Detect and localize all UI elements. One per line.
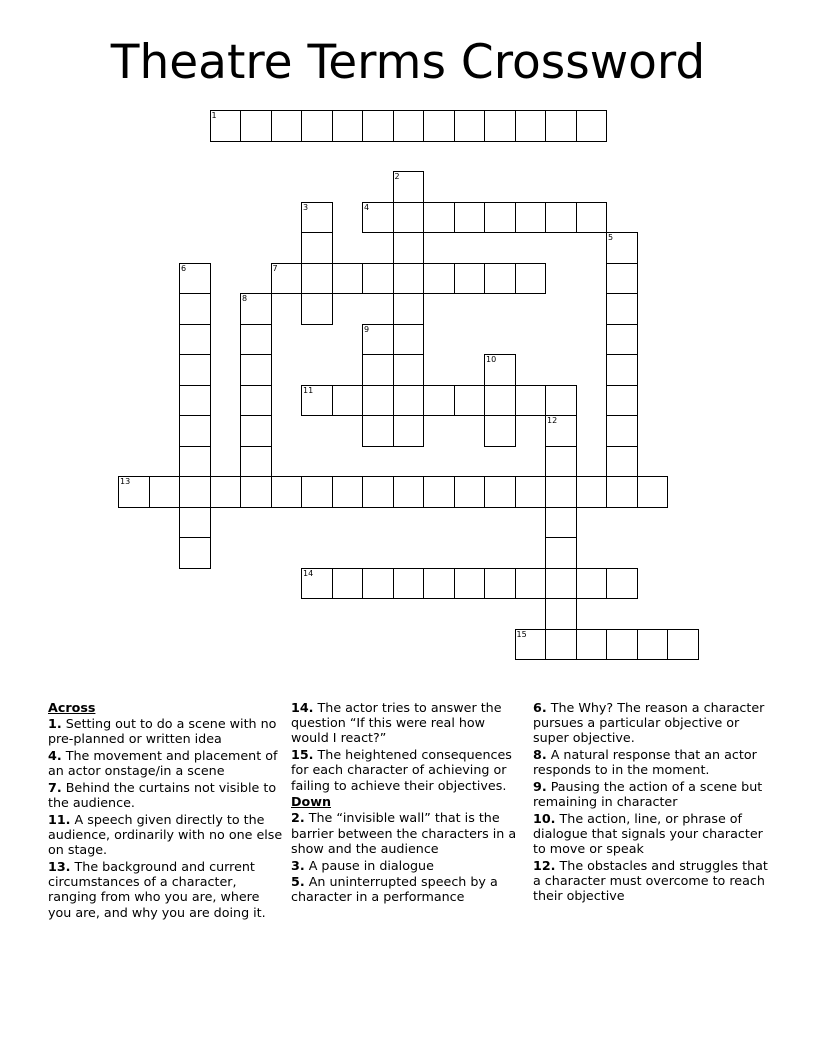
grid-cell[interactable] — [240, 110, 271, 142]
grid-cell[interactable] — [545, 385, 577, 416]
grid-cell[interactable] — [393, 202, 424, 233]
grid-cell[interactable] — [545, 537, 577, 568]
clue-text: A speech given directly to the audience, ordinarily with no one else on stage. — [48, 811, 283, 858]
grid-cell[interactable] — [362, 415, 393, 447]
grid-cell[interactable] — [423, 110, 454, 142]
clue-text: The actor tries to answer the question “If this were real how would I react?” — [291, 700, 502, 746]
grid-cell[interactable] — [515, 629, 546, 661]
clue-number-label: 11 — [303, 385, 314, 395]
grid-cell[interactable] — [393, 385, 424, 416]
grid-cell[interactable] — [454, 110, 485, 142]
clue-number-label: 13 — [120, 477, 131, 486]
grid-cell[interactable] — [484, 385, 515, 416]
clue-text: Setting out to do a scene with no pre-planned or written idea — [48, 716, 277, 747]
grid-cell[interactable] — [423, 385, 454, 417]
grid-cell[interactable] — [362, 385, 393, 416]
grid-cell[interactable] — [454, 263, 485, 295]
grid-cell[interactable] — [545, 507, 577, 538]
grid-cell[interactable] — [515, 110, 546, 142]
grid-cell[interactable] — [545, 568, 576, 599]
grid-cell[interactable] — [301, 293, 333, 325]
grid-cell[interactable] — [545, 110, 576, 142]
grid-cell[interactable] — [240, 476, 271, 508]
grid-cell[interactable] — [545, 598, 577, 629]
clue-number: 12. — [533, 858, 556, 874]
grid-cell[interactable] — [362, 568, 393, 600]
clue-text: A natural response that an actor responds to in the moment. — [533, 747, 757, 778]
grid-cell[interactable] — [606, 629, 637, 661]
clue-number: 6. — [533, 700, 547, 715]
clue-down-6 — [533, 700, 768, 746]
clue-down-9 — [533, 779, 768, 809]
clue-number-label: 7 — [272, 263, 278, 273]
clue-text: The obstacles and struggles that a character must overcome to reach their objective — [533, 858, 768, 904]
grid-cell[interactable] — [332, 110, 363, 142]
grid-cell[interactable] — [362, 324, 393, 355]
clue-text: The “invisible wall” that is the barrier between the characters in a show and the audience — [291, 810, 517, 856]
clue-number-label: 2 — [394, 172, 400, 181]
clue-down-8 — [533, 747, 768, 777]
clue-down-3 — [291, 858, 526, 873]
grid-cell[interactable] — [271, 476, 302, 508]
clue-number-label: 15 — [516, 629, 527, 639]
grid-cell[interactable] — [576, 568, 607, 600]
grid-cell[interactable] — [393, 232, 425, 263]
down-heading: Down — [291, 794, 332, 810]
clue-number-label: 8 — [242, 294, 248, 303]
grid-cell[interactable] — [606, 263, 638, 294]
grid-cell[interactable] — [545, 629, 576, 661]
clue-text: The action, line, or phrase of dialogue that signals your character to move or speak — [533, 810, 763, 857]
clues-column-1 — [48, 700, 283, 921]
clue-number-label: 4 — [364, 202, 370, 212]
grid-cell[interactable] — [393, 293, 425, 324]
clue-text: The heightened consequences for each character of achieving or failing to achieve their objectives. — [291, 747, 512, 793]
clue-number: 7. — [48, 780, 62, 796]
grid-cell[interactable] — [606, 385, 638, 416]
clue-text: The movement and placement of an actor onstage/in a scene — [48, 748, 278, 779]
grid-cell[interactable] — [515, 385, 546, 417]
grid-cell[interactable] — [362, 263, 393, 295]
clue-text: Pausing the action of a scene but remaining in character — [533, 779, 763, 810]
grid-cell[interactable] — [271, 110, 302, 142]
clue-number: 13. — [48, 859, 71, 875]
page-title: Theatre Terms Crossword — [110, 35, 706, 90]
grid-cell[interactable] — [393, 324, 425, 355]
grid-cell[interactable] — [210, 476, 241, 508]
grid-cell[interactable] — [423, 476, 454, 508]
grid-cell[interactable] — [240, 293, 272, 324]
grid-cell[interactable] — [240, 354, 272, 385]
grid-cell[interactable] — [423, 202, 454, 234]
grid-cell[interactable] — [362, 202, 393, 234]
grid-cell[interactable] — [179, 476, 210, 507]
clue-across-15 — [291, 747, 526, 793]
clue-text: The background and current circumstances of a character, ranging from who you are, where you are, and why you are doing it. — [48, 859, 266, 920]
clue-number-label: 12 — [547, 416, 558, 425]
grid-cell[interactable] — [606, 293, 638, 324]
grid-cell[interactable] — [332, 263, 363, 295]
grid-cell[interactable] — [301, 110, 332, 142]
clue-number-label: 6 — [181, 263, 187, 273]
grid-cell[interactable] — [301, 232, 333, 263]
clue-across-14 — [291, 700, 526, 746]
clue-number-label: 10 — [486, 355, 497, 364]
grid-cell[interactable] — [545, 446, 577, 477]
grid-cell[interactable] — [454, 202, 485, 234]
clue-text: Behind the curtains not visible to the audience. — [48, 780, 277, 811]
grid-cell[interactable] — [179, 324, 211, 355]
grid-cell[interactable] — [332, 476, 363, 508]
grid-cell[interactable] — [362, 354, 393, 385]
clue-across-13 — [48, 859, 283, 920]
grid-cell[interactable] — [240, 324, 272, 355]
clue-number: 4. — [48, 748, 62, 764]
grid-cell[interactable] — [515, 568, 546, 600]
clue-number-label: 5 — [608, 233, 614, 242]
clue-across-4 — [48, 748, 283, 778]
grid-cell[interactable] — [240, 415, 272, 446]
grid-cell[interactable] — [423, 263, 454, 295]
grid-cell[interactable] — [240, 446, 272, 477]
grid-cell[interactable] — [179, 385, 211, 416]
clue-down-5 — [291, 874, 526, 904]
grid-cell[interactable] — [484, 263, 515, 295]
grid-cell[interactable] — [667, 629, 699, 661]
grid-cell[interactable] — [393, 354, 425, 385]
grid-cell[interactable] — [301, 385, 332, 417]
grid-cell[interactable] — [606, 568, 638, 600]
grid-cell[interactable] — [515, 202, 546, 234]
grid-cell[interactable] — [484, 476, 515, 508]
grid-cell[interactable] — [423, 568, 454, 600]
grid-cell[interactable] — [393, 568, 424, 600]
clues-column-2 — [291, 700, 526, 906]
clue-number: 9. — [533, 779, 547, 795]
grid-cell[interactable] — [576, 629, 607, 661]
grid-cell[interactable] — [637, 476, 669, 508]
clue-down-10 — [533, 811, 768, 857]
clue-number-label: 14 — [303, 568, 314, 578]
grid-cell[interactable] — [454, 568, 485, 600]
grid-cell[interactable] — [240, 385, 272, 416]
grid-cell[interactable] — [545, 476, 576, 507]
clue-across-7 — [48, 780, 283, 810]
clue-number: 14. — [291, 700, 314, 715]
grid-cell[interactable] — [606, 232, 638, 263]
grid-cell[interactable] — [484, 202, 515, 234]
grid-cell[interactable] — [362, 110, 393, 142]
clue-text: A pause in dialogue — [308, 857, 434, 873]
clue-number-label: 1 — [211, 111, 217, 120]
clue-number: 15. — [291, 747, 314, 763]
grid-cell[interactable] — [393, 110, 424, 142]
grid-cell[interactable] — [393, 476, 424, 508]
clue-number: 8. — [533, 747, 547, 763]
grid-cell[interactable] — [118, 476, 149, 508]
grid-cell[interactable] — [637, 629, 668, 661]
clue-down-12 — [533, 858, 768, 904]
grid-cell[interactable] — [210, 110, 241, 142]
grid-cell[interactable] — [332, 385, 363, 417]
grid-cell[interactable] — [271, 263, 302, 295]
grid-cell[interactable] — [606, 415, 638, 446]
grid-cell[interactable] — [606, 354, 638, 385]
clue-number-label: 9 — [364, 324, 370, 334]
grid-cell[interactable] — [179, 537, 211, 569]
grid-cell[interactable] — [606, 476, 637, 508]
grid-cell[interactable] — [301, 202, 333, 233]
grid-cell[interactable] — [454, 385, 485, 417]
clue-number: 2. — [291, 810, 305, 826]
clue-text: The Why? The reason a character pursues a particular objective or super objective. — [533, 700, 765, 746]
grid-cell[interactable] — [301, 568, 332, 600]
grid-cell[interactable] — [362, 476, 393, 508]
grid-cell[interactable] — [576, 476, 607, 508]
clue-down-2 — [291, 810, 526, 856]
grid-cell[interactable] — [484, 415, 516, 447]
grid-cell[interactable] — [332, 568, 363, 600]
grid-cell[interactable] — [606, 324, 638, 355]
grid-cell[interactable] — [515, 263, 547, 295]
clue-number: 1. — [48, 716, 62, 732]
grid-cell[interactable] — [179, 354, 211, 385]
grid-cell[interactable] — [576, 110, 608, 142]
grid-cell[interactable] — [484, 110, 515, 142]
grid-cell[interactable] — [179, 507, 211, 538]
grid-cell[interactable] — [606, 446, 638, 477]
grid-cell[interactable] — [393, 263, 424, 294]
across-heading: Across — [48, 700, 96, 715]
grid-cell[interactable] — [454, 476, 485, 508]
grid-cell[interactable] — [393, 171, 425, 202]
clue-across-1 — [48, 716, 283, 746]
grid-cell[interactable] — [179, 293, 211, 324]
grid-cell[interactable] — [545, 202, 576, 234]
grid-cell[interactable] — [149, 476, 180, 508]
clue-text: An uninterrupted speech by a character in a performance — [291, 874, 498, 905]
clue-number: 3. — [291, 857, 305, 873]
grid-cell[interactable] — [179, 415, 211, 446]
grid-cell[interactable] — [301, 476, 332, 508]
clue-number: 10. — [533, 810, 556, 826]
grid-cell[interactable] — [515, 476, 546, 508]
grid-cell[interactable] — [576, 202, 608, 234]
clues-column-3 — [533, 700, 768, 905]
grid-cell[interactable] — [179, 446, 211, 477]
clue-number: 11. — [48, 811, 71, 827]
grid-cell[interactable] — [393, 415, 425, 447]
clue-number: 5. — [291, 874, 305, 890]
clue-across-11 — [48, 812, 283, 858]
grid-cell[interactable] — [484, 354, 516, 385]
grid-cell[interactable] — [484, 568, 515, 600]
grid-cell[interactable] — [179, 263, 211, 294]
clue-number-label: 3 — [303, 202, 309, 212]
grid-cell[interactable] — [545, 415, 577, 446]
grid-cell[interactable] — [301, 263, 332, 294]
